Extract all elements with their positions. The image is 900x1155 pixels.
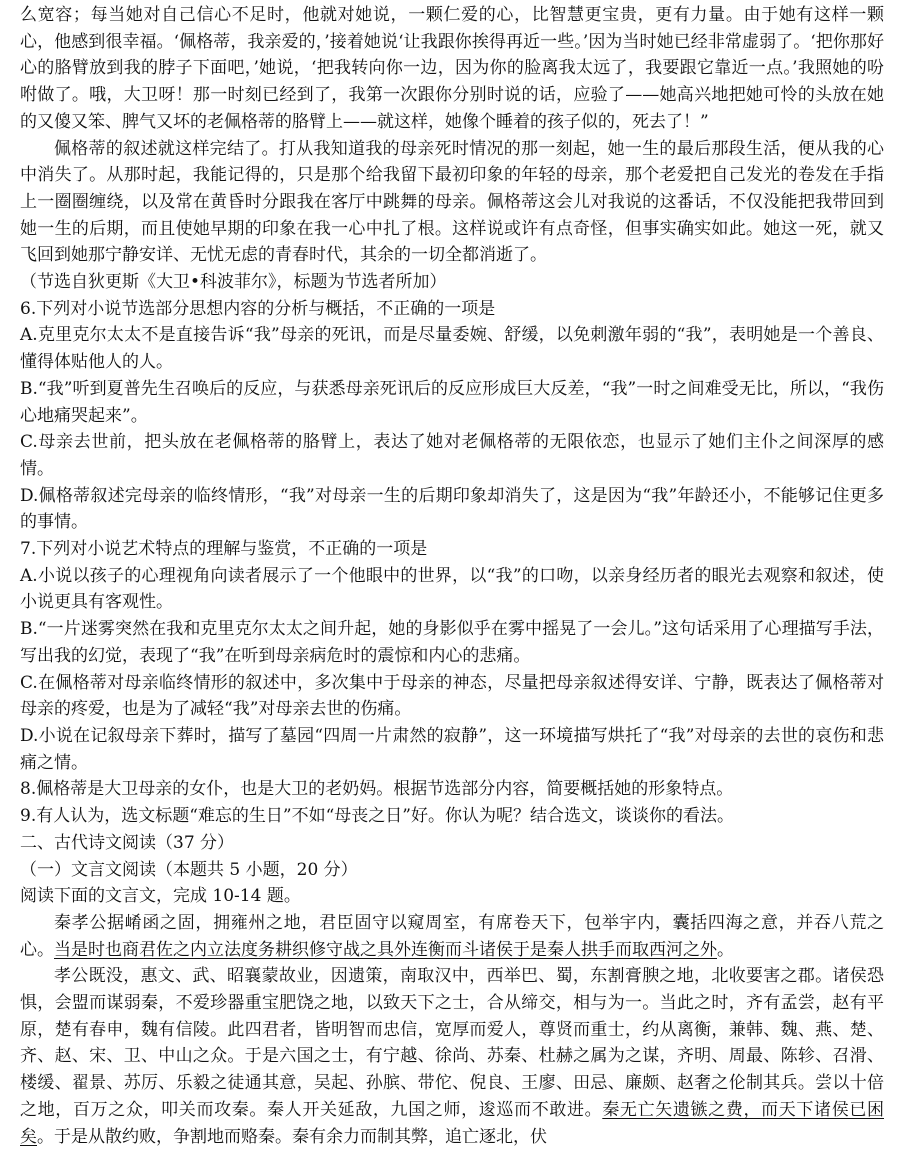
question-6-stem: 6.下列对小说节选部分思想内容的分析与概括，不正确的一项是: [20, 298, 496, 319]
section-heading: 二、古代诗文阅读（37 分）: [20, 832, 235, 853]
question-9: 9.有人认为，选文标题“难忘的生日”不如“母丧之日”好。你认为呢？结合选文，谈谈你的看法。: [20, 806, 734, 827]
story-paragraph-2: 佩格蒂的叙述就这样完结了。打从我知道我的母亲死时情况的那一刻起，她一生的最后那段生活，便从我的心中消失了。从那时起，我能记得的，只是那个给我留下最初印象的年轻的母亲，那个老爱把自己发光的卷发在手指上一圈圈缠绕，以及常在黄昏时分跟我在客厅中跳舞的母亲。佩格蒂这会儿对我说的这番话，不仅没能把我带回到她一生的后期，而且使她早期的印象在我一心中扎了根。这样说或许有点奇怪，但事实确实如此。她这一死，就又飞回到她那宁静安详、无忧无虑的青春时代，其余的一切全都消逝了。: [20, 138, 884, 266]
question-8: 8.佩格蒂是大卫母亲的女仆，也是大卫的老奶妈。根据节选部分内容，简要概括她的形象特点。: [20, 779, 734, 800]
source-note: （节选自狄更斯《大卫•科波菲尔》，标题为节选者所加）: [20, 272, 447, 293]
question-7-stem: 7.下列对小说艺术特点的理解与鉴赏，不正确的一项是: [20, 539, 428, 560]
question-7-option-b: B.“一片迷雾突然在我和克里克尔太太之间升起，她的身影似乎在雾中摇晃了一会儿。”这句话采用了心理描写手法，写出我的幻觉，表现了“我”在听到母亲病危时的震惊和内心的悲痛。: [20, 619, 884, 666]
classical-paragraph-1: [20, 910, 884, 963]
classical-p2-underlined-sentence: 秦无亡矢遗镞之费，而天下诸侯已困矣: [20, 1099, 884, 1147]
question-7-option-c: C.在佩格蒂对母亲临终情形的叙述中，多次集中于母亲的神态，尽量把母亲叙述得安详、宁静，既表达了佩格蒂对母亲的疼爱，也是为了减轻“我”对母亲去世的伤痛。: [20, 672, 884, 720]
question-7-option-d: D.小说在记叙母亲下葬时，描写了墓园“四周一片肃然的寂静”，这一环境描写烘托了“我”对母亲的去世的哀伤和悲痛之情。: [20, 725, 884, 773]
classical-p2-tail: 。于是从散约败，争割地而赂秦。秦有余力而制其弊，追亡逐北，伏: [37, 1126, 547, 1147]
classical-p1-underlined-sentence: 当是时也商君佐之内立法度务耕织修守战之具外连衡而斗诸侯于是秦人拱手而取西河之外: [54, 939, 717, 960]
classical-paragraph-2: [20, 963, 884, 1150]
story-paragraph-1: 么宽容；每当她对自己信心不足时，他就对她说，一颗仁爱的心，比智慧更宝贵，更有力量。由于她有这样一颗心，他感到很幸福。‘佩格蒂，我亲爱的，’接着她说‘让我跟你挨得再近一些。’因为当时她已经非常虚弱了。‘把你那好心的胳臂放到我的脖子下面吧，’她说，‘把我转向你一边，因为你的脸离我太远了，我要跟它靠近一点。’我照她的吩咐做了。哦，大卫呀！那一时刻已经到了，我第一次跟你分别时说的话，应验了——她高兴地把她可怜的头放在她的又傻又笨、脾气又坏的老佩格蒂的胳臂上——就这样，她像个睡着的孩子似的，死去了！”: [20, 5, 884, 132]
subsection-heading: （一）文言文阅读（本题共 5 小题，20 分）: [20, 859, 358, 880]
question-6-option-c: C.母亲去世前，把头放在老佩格蒂的胳臂上，表达了她对老佩格蒂的无限依恋，也显示了她们主仆之间深厚的感情。: [20, 432, 884, 479]
reading-instruction: 阅读下面的文言文，完成 10-14 题。: [20, 886, 301, 907]
classical-p1-lead: 秦孝公据崤函之固，拥雍州之地，君臣固守以窥周室，有席卷天下，包举宇内，囊括四海之意，并吞八荒之心。: [20, 912, 884, 960]
classical-p1-end: 。: [717, 939, 734, 960]
question-6-option-a: A.克里克尔太太不是直接告诉“我”母亲的死讯，而是尽量委婉、舒缓，以免刺激年弱的“我”，表明她是一个善良、懂得体贴他人的人。: [20, 325, 884, 373]
question-6-option-d: D.佩格蒂叙述完母亲的临终情形，“我”对母亲一生的后期印象却消失了，这是因为“我”年龄还小，不能够记住更多的事情。: [20, 485, 884, 533]
question-6-option-b: B.“我”听到夏普先生召唤后的反应，与获悉母亲死讯后的反应形成巨大反差，“我”一时之间难受无比，所以，“我伤心地痛哭起来”。: [20, 378, 884, 426]
classical-p2-lead: 孝公既没，惠文、武、昭襄蒙故业，因遗策，南取汉中，西举巴、蜀，东割膏腴之地，北收要害之郡。诸侯恐惧，会盟而谋弱秦，不爱珍器重宝肥饶之地，以致天下之士，合从缔交，相与为一。当此之时，齐有孟尝，赵有平原，楚有春申，魏有信陵。此四君者，皆明智而忠信，宽厚而爱人，尊贤而重士，约从离衡，兼韩、魏、燕、楚、齐、赵、宋、卫、中山之众。于是六国之士，有宁越、徐尚、苏秦、杜赫之属为之谋，齐明、周最、陈轸、召滑、楼缓、翟景、苏厉、乐毅之徒通其意，吴起、孙膑、带佗、倪良、王廖、田忌、廉颇、赵奢之伦制其兵。尝以十倍之地，百万之众，叩关而攻秦。秦人开关延敌，九国之师，逡巡而不敢进。: [20, 966, 884, 1120]
question-7-option-a: A.小说以孩子的心理视角向读者展示了一个他眼中的世界，以“我”的口吻，以亲身经历者的眼光去观察和叙述，使小说更具有客观性。: [20, 565, 884, 613]
